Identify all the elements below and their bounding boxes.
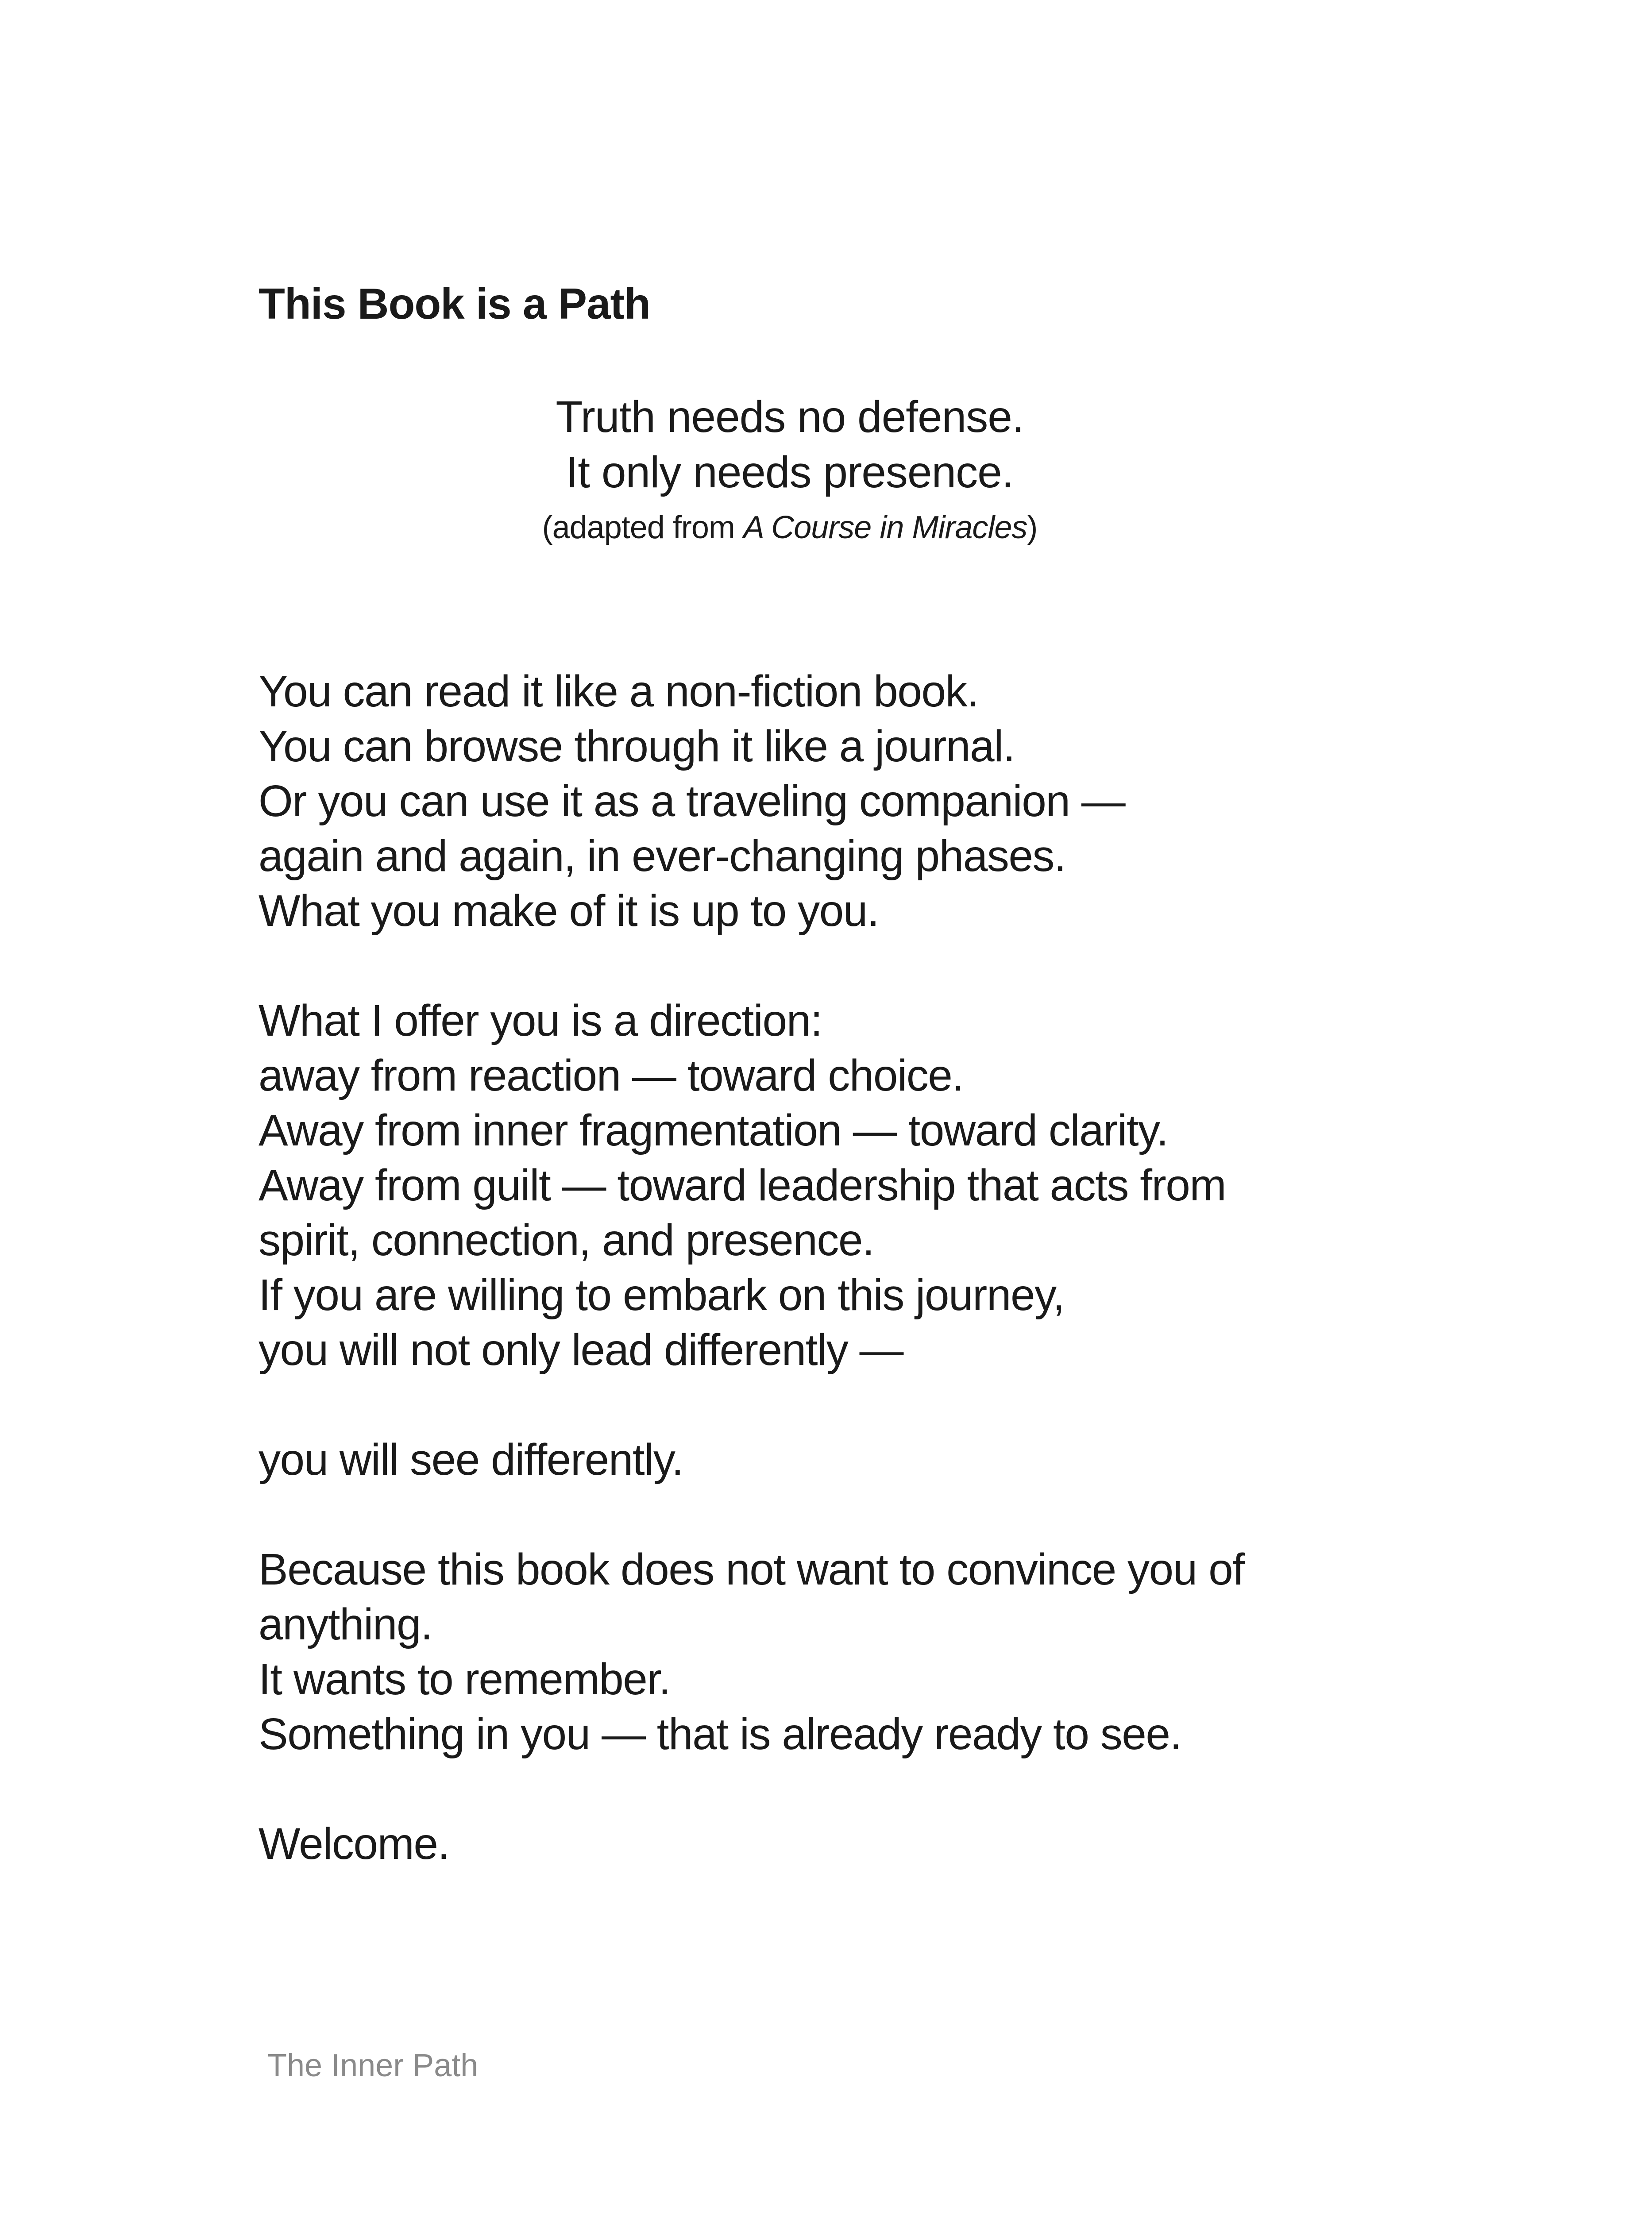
text-line: Away from guilt — toward leadership that acts from <box>259 1160 1226 1210</box>
epigraph-line: Truth needs no defense. <box>556 392 1024 442</box>
text-line: again and again, in ever-changing phases. <box>259 831 1066 881</box>
epigraph-source-suffix: ) <box>1027 510 1038 545</box>
page-footer: The Inner Path <box>267 2048 479 2083</box>
text-line: You can read it like a non-fiction book. <box>259 667 979 716</box>
body-text <box>259 664 1542 1926</box>
paragraph <box>259 1542 1542 1762</box>
text-line: anything. <box>259 1600 432 1649</box>
text-line: Or you can use it as a traveling companion — <box>259 776 1125 826</box>
epigraph-source-title: A Course in Miracles <box>743 510 1027 545</box>
epigraph-source-prefix: (adapted from <box>542 510 743 545</box>
text-line: You can browse through it like a journal. <box>259 721 1015 771</box>
paragraph <box>259 1432 1542 1487</box>
paragraph <box>259 664 1542 938</box>
epigraph-line: It only needs presence. <box>566 447 1014 497</box>
page-title: This Book is a Path <box>259 279 650 328</box>
text-line: Something in you — that is already ready to see. <box>259 1709 1181 1759</box>
text-line: away from reaction — toward choice. <box>259 1051 964 1100</box>
text-line: If you are willing to embark on this journey, <box>259 1270 1065 1320</box>
text-line: What I offer you is a direction: <box>259 996 822 1045</box>
text-line: Welcome. <box>259 1819 449 1869</box>
text-line: It wants to remember. <box>259 1654 670 1704</box>
text-line: What you make of it is up to you. <box>259 886 879 936</box>
text-line: you will see differently. <box>259 1435 683 1484</box>
epigraph <box>259 389 1321 550</box>
paragraph <box>259 1816 1542 1871</box>
epigraph-source <box>259 505 1321 550</box>
text-line: Away from inner fragmentation — toward clarity. <box>259 1106 1168 1155</box>
text-line: you will not only lead differently — <box>259 1325 903 1375</box>
text-line: spirit, connection, and presence. <box>259 1215 874 1265</box>
text-line: Because this book does not want to convince you of <box>259 1545 1244 1594</box>
paragraph <box>259 993 1542 1377</box>
